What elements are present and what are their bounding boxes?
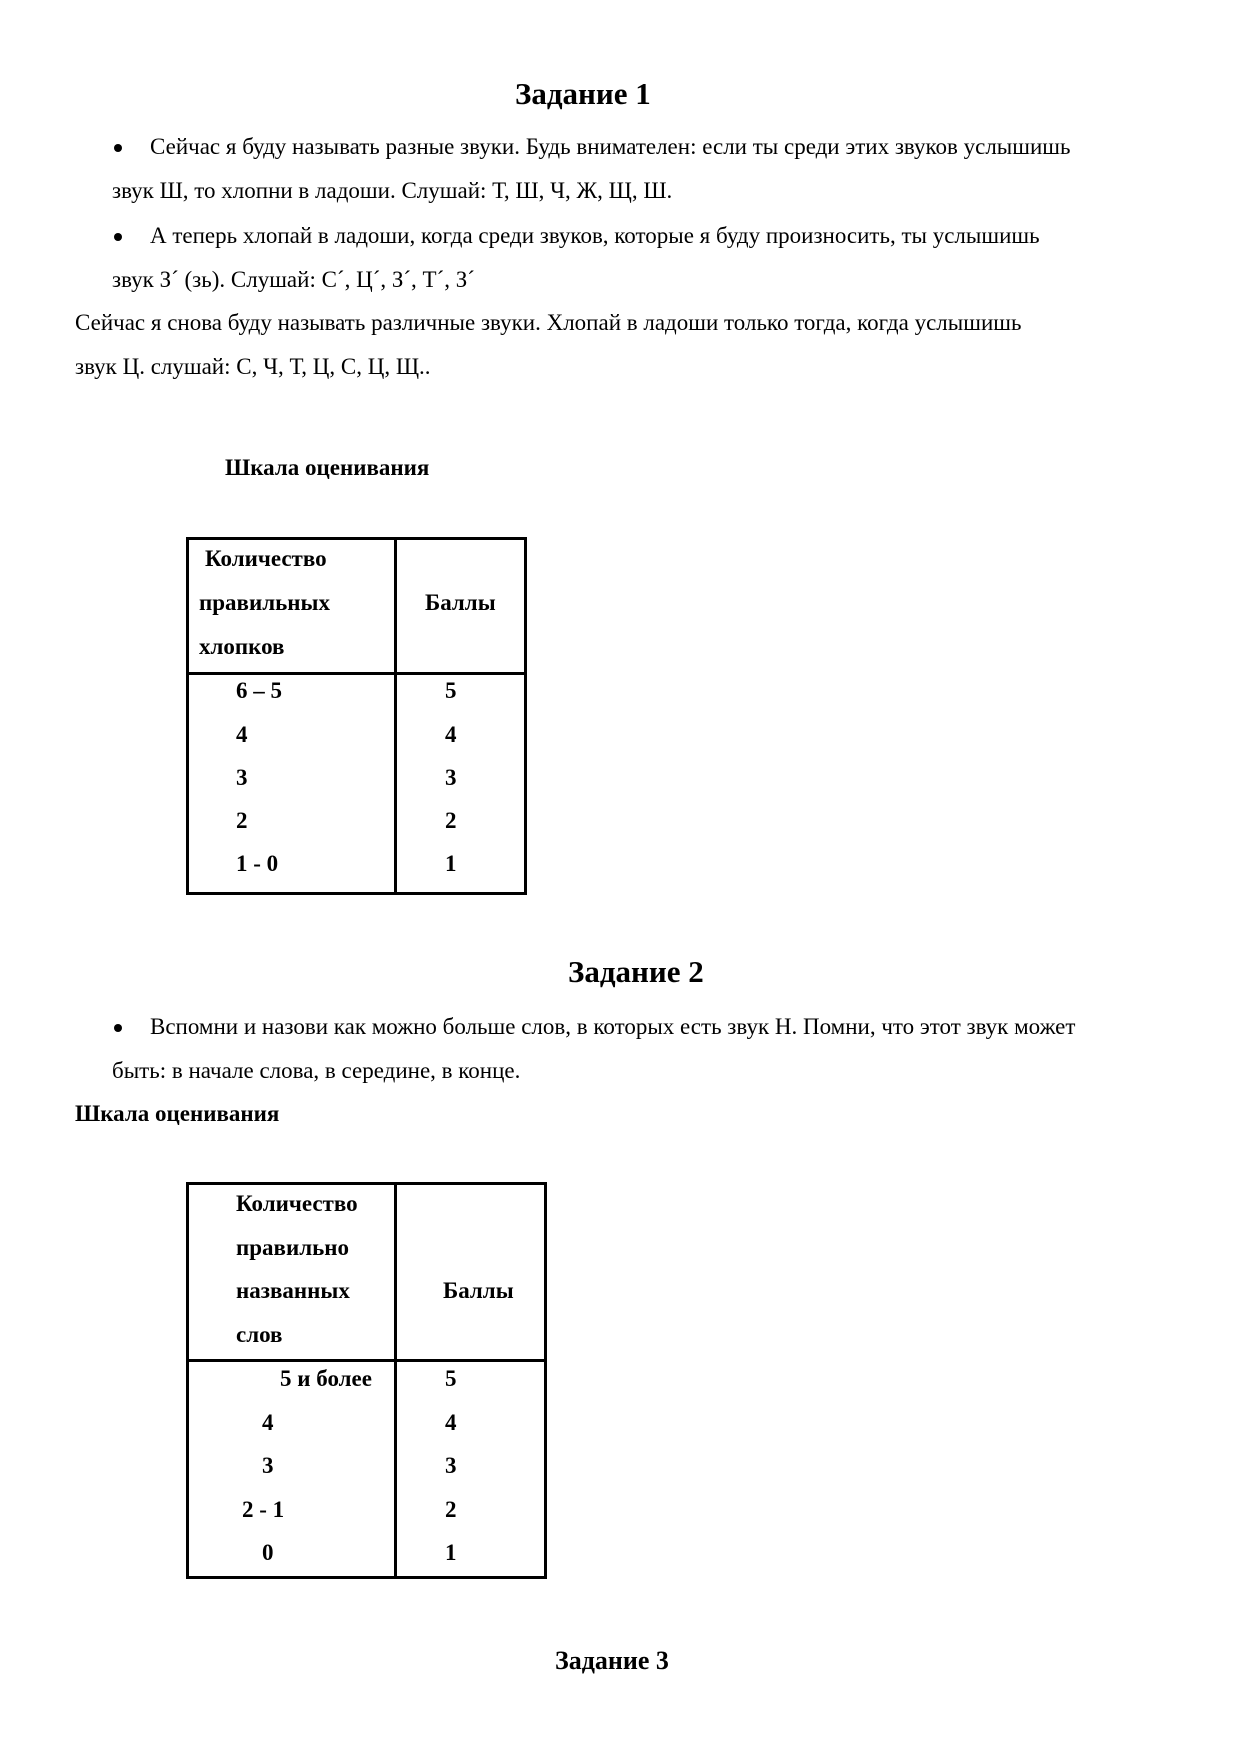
table-header-col1-line3: хлопков — [199, 634, 285, 659]
task2-scale-title: Шкала оценивания — [75, 1101, 280, 1126]
task1-bullet1-line1: Сейчас я буду называть разные звуки. Будь внимателен: если ты среди этих звуков услышишь — [150, 134, 1071, 159]
table-cell-count: 3 — [236, 765, 248, 790]
table-header-col1-line1: Количество — [236, 1191, 358, 1216]
table-cell-points: 2 — [445, 1497, 457, 1522]
task2-bullet-line2: быть: в начале слова, в середине, в конце. — [112, 1058, 521, 1083]
table-cell-count: 4 — [262, 1410, 274, 1435]
task1-paragraph-line2: звук Ц. слушай: С, Ч, Т, Ц, С, Ц, Щ.. — [75, 354, 431, 379]
table-cell-points: 5 — [445, 678, 457, 703]
task1-scale-title: Шкала оценивания — [225, 455, 430, 480]
bullet-icon — [114, 233, 122, 241]
table-cell-count: 3 — [262, 1453, 274, 1478]
bullet-icon — [114, 1024, 122, 1032]
table-cell-count: 4 — [236, 722, 248, 747]
table-header-col1-line3: названных — [236, 1278, 350, 1303]
task1-title: Задание 1 — [515, 76, 651, 111]
table-header-col1-line2: правильно — [236, 1235, 350, 1260]
table-cell-count: 6 – 5 — [236, 678, 282, 703]
table-cell-points: 2 — [445, 808, 457, 833]
table-column-divider — [394, 537, 397, 895]
table-cell-count: 1 - 0 — [236, 851, 279, 876]
table-cell-points: 1 — [445, 1540, 457, 1565]
table-header-col1-line1: Количество — [205, 546, 327, 571]
table-cell-points: 4 — [445, 1410, 457, 1435]
table-header-col1-line2: правильных — [199, 590, 330, 615]
task3-title: Задание 3 — [555, 1646, 669, 1675]
task2-title: Задание 2 — [568, 954, 704, 989]
table-cell-points: 3 — [445, 1453, 457, 1478]
table-cell-points: 3 — [445, 765, 457, 790]
table-header-col2: Баллы — [443, 1278, 514, 1303]
task1-paragraph-line1: Сейчас я снова буду называть различные звуки. Хлопай в ладоши только тогда, когда услышишь — [75, 310, 1022, 335]
table-cell-count: 0 — [262, 1540, 274, 1565]
table-cell-count: 2 — [236, 808, 248, 833]
task1-bullet2-line2: звук З´ (зь). Слушай: С´, Ц´, З´, Т´, З´ — [112, 267, 475, 292]
table-cell-count: 2 - 1 — [242, 1497, 285, 1522]
table-column-divider — [394, 1182, 397, 1579]
task1-bullet2-line1: А теперь хлопай в ладоши, когда среди звуков, которые я буду произносить, ты услышишь — [150, 223, 1040, 248]
table-cell-points: 1 — [445, 851, 457, 876]
task1-bullet1-line2: звук Ш, то хлопни в ладоши. Слушай: Т, Ш, Ч, Ж, Щ, Ш. — [112, 178, 673, 203]
table-header-divider — [186, 1359, 547, 1362]
table-header-col2: Баллы — [425, 590, 496, 615]
table-cell-count: 5 и более — [280, 1366, 372, 1391]
table-header-divider — [186, 672, 527, 675]
table-header-col1-line4: слов — [236, 1322, 283, 1347]
task2-bullet-line1: Вспомни и назови как можно больше слов, в которых есть звук Н. Помни, что этот звук может — [150, 1014, 1076, 1039]
bullet-icon — [114, 144, 122, 152]
table-cell-points: 4 — [445, 722, 457, 747]
table-cell-points: 5 — [445, 1366, 457, 1391]
